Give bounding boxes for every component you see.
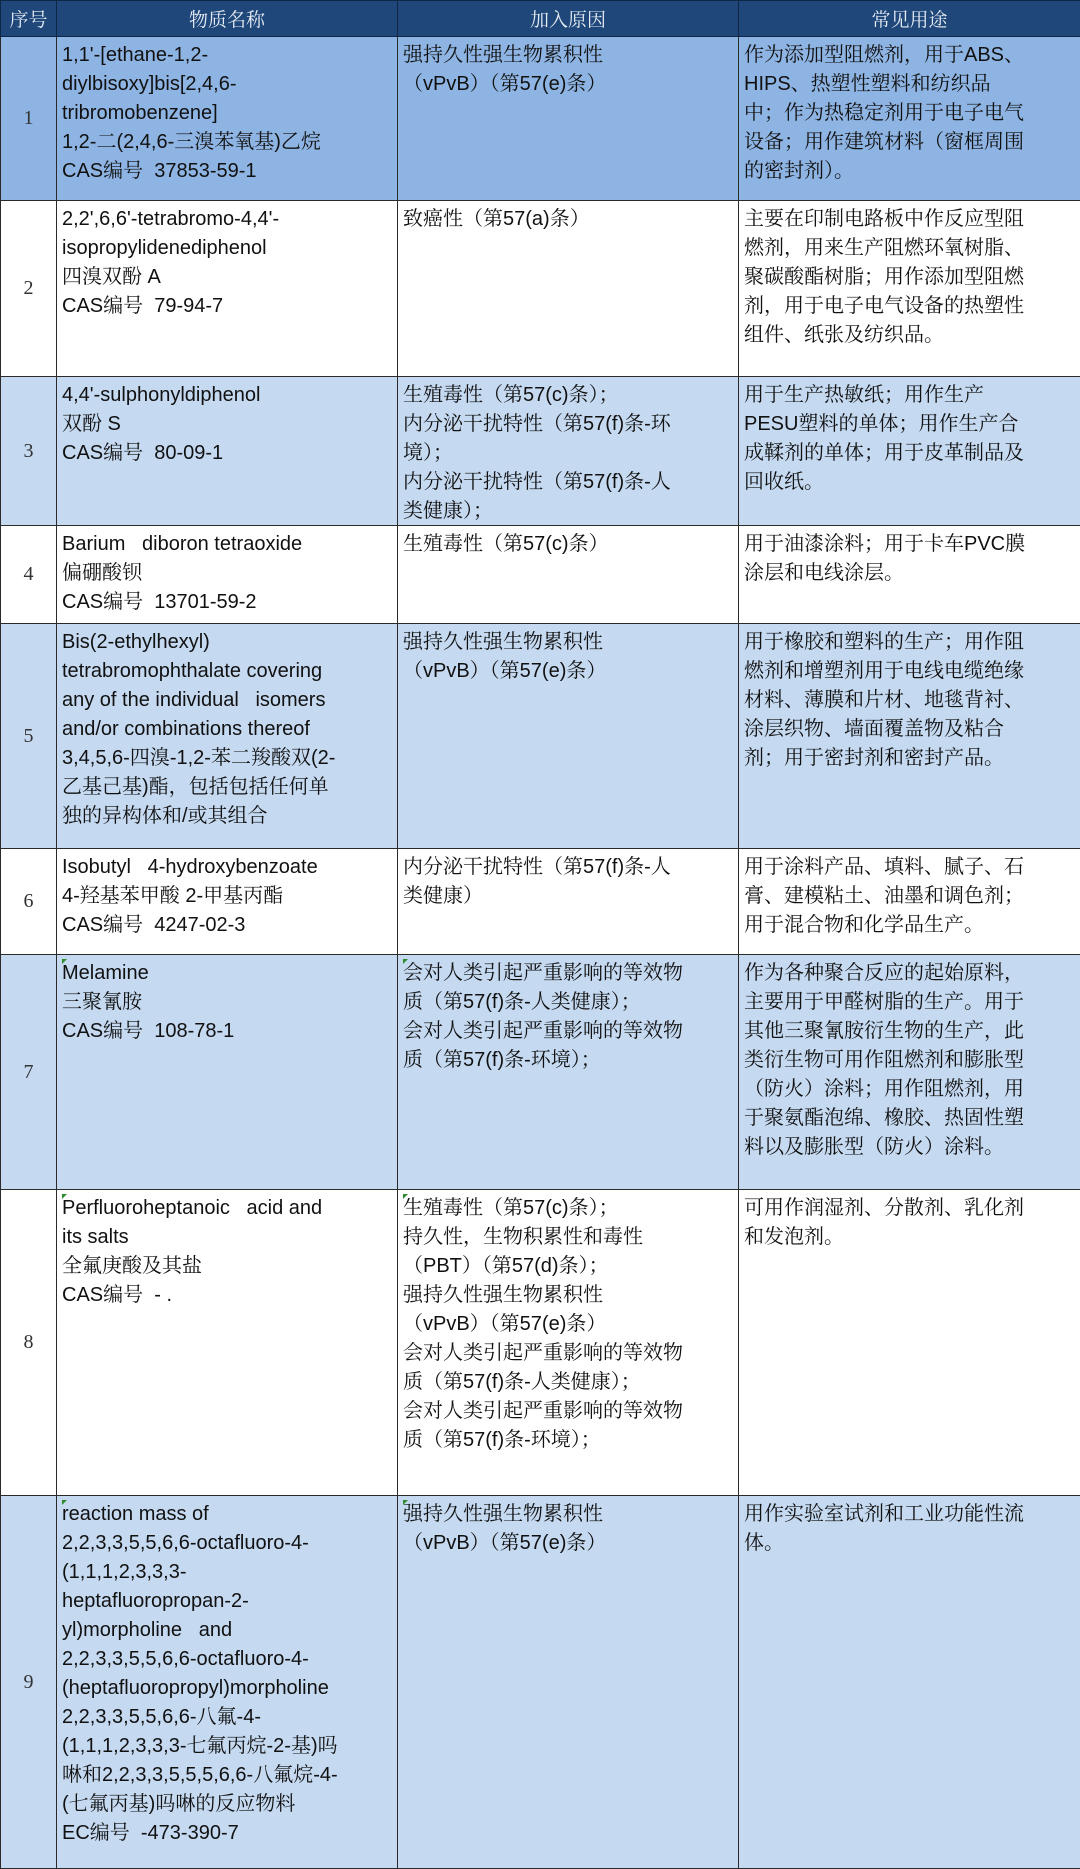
cell-text-line: and/or combinations thereof [62, 715, 392, 744]
cell-text-line: 四溴双酚 A [62, 263, 392, 292]
cell-text-line: 生殖毒性（第57(c)条）； [403, 381, 733, 410]
cell-text-line: 内分泌干扰特性（第57(f)条-环 [403, 410, 733, 439]
comment-indicator-icon [62, 1194, 67, 1199]
cell-text-line: 质（第57(f)条-环境）； [403, 1046, 733, 1075]
cell-text-line: 持久性，生物积累性和毒性 [403, 1223, 733, 1252]
cell-text-line: 涂层和电线涂层。 [744, 559, 1075, 588]
cell-text-line: CAS编号 4247-02-3 [62, 911, 392, 940]
substance-name-cell[interactable] [57, 1190, 398, 1496]
cell-text-line: CAS编号 80-09-1 [62, 439, 392, 468]
cell-text-line: 生殖毒性（第57(c)条）； [403, 1194, 733, 1223]
cell-text-line: 中；作为热稳定剂用于电子电气 [744, 99, 1075, 128]
cell-text-line: any of the individual isomers [62, 686, 392, 715]
cell-text-line: tribromobenzene] [62, 99, 392, 128]
common-uses-cell[interactable] [739, 377, 1080, 526]
cell-text-line: 会对人类引起严重影响的等效物 [403, 959, 733, 988]
cell-text-line: 会对人类引起严重影响的等效物 [403, 1397, 733, 1426]
comment-indicator-icon [62, 1500, 67, 1505]
table-row [1, 201, 1080, 377]
cell-text-line: (七氟丙基)吗啉的反应物料 [62, 1790, 392, 1819]
table-body [1, 37, 1080, 1869]
cell-text-line: 用于涂料产品、填料、腻子、石 [744, 853, 1075, 882]
inclusion-reason-cell[interactable] [398, 1190, 739, 1496]
inclusion-reason-cell[interactable] [398, 1496, 739, 1869]
cell-text-line: 主要在印制电路板中作反应型阻 [744, 205, 1075, 234]
cell-text-line: 质（第57(f)条-环境）； [403, 1426, 733, 1455]
cell-text-line: Perfluoroheptanoic acid and [62, 1194, 392, 1223]
cell-text-line: 和发泡剂。 [744, 1223, 1075, 1252]
cell-text-line: 用于生产热敏纸；用作生产 [744, 381, 1075, 410]
cell-text-line: 质（第57(f)条-人类健康）； [403, 988, 733, 1017]
cell-text-line: 全氟庚酸及其盐 [62, 1252, 392, 1281]
cell-text-line: 类健康） [403, 882, 733, 911]
cell-text-line: HIPS、热塑性塑料和纺织品 [744, 70, 1075, 99]
table-row [1, 849, 1080, 955]
common-uses-cell[interactable] [739, 37, 1080, 201]
cell-text-line: （vPvB）（第57(e)条） [403, 1529, 733, 1558]
common-uses-cell[interactable] [739, 526, 1080, 624]
cell-text-line: EC编号 -473-390-7 [62, 1819, 392, 1848]
cell-text-line: CAS编号 37853-59-1 [62, 157, 392, 186]
cell-text-line: 类健康）； [403, 497, 733, 521]
cell-text-line: 1,1'-[ethane-1,2- [62, 41, 392, 70]
cell-text-line: reaction mass of [62, 1500, 392, 1529]
cell-text-line: 燃剂，用来生产阻燃环氧树脂、 [744, 234, 1075, 263]
cell-text-line: 内分泌干扰特性（第57(f)条-人 [403, 468, 733, 497]
cell-text-line: 材料、薄膜和片材、地毯背衬、 [744, 686, 1075, 715]
comment-indicator-icon [403, 1194, 408, 1199]
cell-text-line: 设备；用作建筑材料（窗框周围 [744, 128, 1075, 157]
cell-text-line: 致癌性（第57(a)条） [403, 205, 733, 234]
inclusion-reason-cell[interactable] [398, 849, 739, 955]
cell-text-line: （PBT）（第57(d)条）； [403, 1252, 733, 1281]
cell-text-line: 2,2,3,3,5,5,6,6-octafluoro-4- [62, 1645, 392, 1674]
header-row [1, 1, 1080, 37]
cell-text-line: Melamine [62, 959, 392, 988]
row-index-cell[interactable]: 9 [1, 1496, 57, 1869]
substance-name-cell[interactable] [57, 1496, 398, 1869]
cell-text-line: 4,4'-sulphonyldiphenol [62, 381, 392, 410]
cell-text-line: 于聚氨酯泡绵、橡胶、热固性塑 [744, 1104, 1075, 1133]
cell-text-line: CAS编号 - . [62, 1281, 392, 1310]
cell-text-line: 3,4,5,6-四溴-1,2-苯二羧酸双(2- [62, 744, 392, 773]
cell-text-line: 质（第57(f)条-人类健康）； [403, 1368, 733, 1397]
common-uses-cell[interactable] [739, 201, 1080, 377]
cell-text-line: 会对人类引起严重影响的等效物 [403, 1339, 733, 1368]
cell-text-line: 啉和2,2,3,3,5,5,5,6,6-八氟烷-4- [62, 1761, 392, 1790]
cell-text-line: 类衍生物可用作阻燃剂和膨胀型 [744, 1046, 1075, 1075]
substance-name-cell[interactable] [57, 201, 398, 377]
cell-text-line: 偏硼酸钡 [62, 559, 392, 588]
header-substance-name[interactable]: 物质名称 [57, 1, 398, 37]
substance-name-cell[interactable] [57, 37, 398, 201]
cell-text-line: 用作实验室试剂和工业功能性流 [744, 1500, 1075, 1529]
row-index-cell[interactable]: 7 [1, 955, 57, 1190]
table-row [1, 377, 1080, 526]
substance-name-cell[interactable] [57, 849, 398, 955]
cell-text-line: 膏、建模粘土、油墨和调色剂； [744, 882, 1075, 911]
row-index-cell[interactable]: 6 [1, 849, 57, 955]
cell-text-line: 用于油漆涂料；用于卡车PVC膜 [744, 530, 1075, 559]
table-row [1, 624, 1080, 849]
cell-text-line: CAS编号 13701-59-2 [62, 588, 392, 617]
cell-text-line: 会对人类引起严重影响的等效物 [403, 1017, 733, 1046]
cell-text-line: 组件、纸张及纺织品。 [744, 321, 1075, 350]
inclusion-reason-cell[interactable] [398, 377, 739, 526]
inclusion-reason-cell[interactable] [398, 37, 739, 201]
substance-name-cell[interactable] [57, 526, 398, 624]
row-index-cell[interactable]: 3 [1, 377, 57, 526]
cell-text-line: （防火）涂料；用作阻燃剂，用 [744, 1075, 1075, 1104]
cell-text-line: Barium diboron tetraoxide [62, 530, 392, 559]
cell-text-line: 境）； [403, 439, 733, 468]
cell-text-line: （vPvB）（第57(e)条） [403, 657, 733, 686]
cell-text-line: 双酚 S [62, 410, 392, 439]
cell-text-line: (1,1,1,2,3,3,3- [62, 1558, 392, 1587]
inclusion-reason-cell[interactable] [398, 624, 739, 849]
cell-text-line: 2,2,3,3,5,5,6,6-八氟-4- [62, 1703, 392, 1732]
cell-text-line: 1,2-二(2,4,6-三溴苯氧基)乙烷 [62, 128, 392, 157]
row-index-cell[interactable]: 4 [1, 526, 57, 624]
cell-text-line: 2,2,3,3,5,5,6,6-octafluoro-4- [62, 1529, 392, 1558]
cell-text-line: PESU塑料的单体；用作生产合 [744, 410, 1075, 439]
cell-text-line: 强持久性强生物累积性 [403, 41, 733, 70]
cell-text-line: 强持久性强生物累积性 [403, 628, 733, 657]
header-common-uses[interactable]: 常见用途 [739, 1, 1080, 37]
cell-text-line: 内分泌干扰特性（第57(f)条-人 [403, 853, 733, 882]
row-index-cell[interactable]: 2 [1, 201, 57, 377]
cell-text-line: tetrabromophthalate covering [62, 657, 392, 686]
substance-name-cell[interactable] [57, 624, 398, 849]
cell-text-line: 2,2',6,6'-tetrabromo-4,4'- [62, 205, 392, 234]
cell-text-line: 聚碳酸酯树脂；用作添加型阻燃 [744, 263, 1075, 292]
cell-text-line: 剂；用于密封剂和密封产品。 [744, 744, 1075, 773]
row-index-cell[interactable]: 1 [1, 37, 57, 201]
row-index-cell[interactable]: 8 [1, 1190, 57, 1496]
cell-text-line: its salts [62, 1223, 392, 1252]
cell-text-line: 作为添加型阻燃剂，用于ABS、 [744, 41, 1075, 70]
table-row [1, 1190, 1080, 1496]
cell-text-line: 料以及膨胀型（防火）涂料。 [744, 1133, 1075, 1162]
substance-name-cell[interactable] [57, 955, 398, 1190]
table-row [1, 1496, 1080, 1869]
cell-text-line: Isobutyl 4-hydroxybenzoate [62, 853, 392, 882]
cell-text-line: 用于混合物和化学品生产。 [744, 911, 1075, 940]
cell-text-line: 可用作润湿剂、分散剂、乳化剂 [744, 1194, 1075, 1223]
cell-text-line: 剂，用于电子电气设备的热塑性 [744, 292, 1075, 321]
cell-text-line: 强持久性强生物累积性 [403, 1500, 733, 1529]
cell-text-line: (heptafluoropropyl)morpholine [62, 1674, 392, 1703]
cell-text-line: Bis(2-ethylhexyl) [62, 628, 392, 657]
cell-text-line: 强持久性强生物累积性 [403, 1281, 733, 1310]
substance-name-cell[interactable] [57, 377, 398, 526]
cell-text-line: 作为各种聚合反应的起始原料， [744, 959, 1075, 988]
cell-text-line: CAS编号 79-94-7 [62, 292, 392, 321]
common-uses-cell[interactable] [739, 849, 1080, 955]
cell-text-line: CAS编号 108-78-1 [62, 1017, 392, 1046]
cell-text-line: 用于橡胶和塑料的生产；用作阻 [744, 628, 1075, 657]
cell-text-line: 三聚氰胺 [62, 988, 392, 1017]
cell-text-line: 燃剂和增塑剂用于电线电缆绝缘 [744, 657, 1075, 686]
common-uses-cell[interactable] [739, 1496, 1080, 1869]
common-uses-cell[interactable] [739, 624, 1080, 849]
cell-text-line: diylbisoxy]bis[2,4,6- [62, 70, 392, 99]
table-row [1, 37, 1080, 201]
cell-text-line: yl)morpholine and [62, 1616, 392, 1645]
row-index-cell[interactable]: 5 [1, 624, 57, 849]
cell-text-line: 生殖毒性（第57(c)条） [403, 530, 733, 559]
cell-text-line: 涂层织物、墙面覆盖物及粘合 [744, 715, 1075, 744]
cell-text-line: （vPvB）（第57(e)条） [403, 70, 733, 99]
cell-text-line: 的密封剂）。 [744, 157, 1075, 186]
table-row [1, 526, 1080, 624]
cell-text-line: 乙基己基)酯，包括包括任何单 [62, 773, 392, 802]
cell-text-line: 体。 [744, 1529, 1075, 1558]
inclusion-reason-cell[interactable] [398, 201, 739, 377]
header-index[interactable]: 序号 [1, 1, 57, 37]
cell-text-line: 成鞣剂的单体；用于皮革制品及 [744, 439, 1075, 468]
cell-text-line: isopropylidenediphenol [62, 234, 392, 263]
cell-text-line: （vPvB）（第57(e)条） [403, 1310, 733, 1339]
comment-indicator-icon [62, 959, 67, 964]
common-uses-cell[interactable] [739, 1190, 1080, 1496]
inclusion-reason-cell[interactable] [398, 955, 739, 1190]
cell-text-line: 独的异构体和/或其组合 [62, 802, 392, 831]
cell-text-line: (1,1,1,2,3,3,3-七氟丙烷-2-基)吗 [62, 1732, 392, 1761]
cell-text-line: 其他三聚氰胺衍生物的生产，此 [744, 1017, 1075, 1046]
inclusion-reason-cell[interactable] [398, 526, 739, 624]
cell-text-line: 主要用于甲醛树脂的生产。用于 [744, 988, 1075, 1017]
header-inclusion-reason[interactable]: 加入原因 [398, 1, 739, 37]
cell-text-line: 4-羟基苯甲酸 2-甲基丙酯 [62, 882, 392, 911]
cell-text-line: 回收纸。 [744, 468, 1075, 497]
common-uses-cell[interactable] [739, 955, 1080, 1190]
comment-indicator-icon [403, 1500, 408, 1505]
table-row [1, 955, 1080, 1190]
comment-indicator-icon [403, 959, 408, 964]
cell-text-line: heptafluoropropan-2- [62, 1587, 392, 1616]
